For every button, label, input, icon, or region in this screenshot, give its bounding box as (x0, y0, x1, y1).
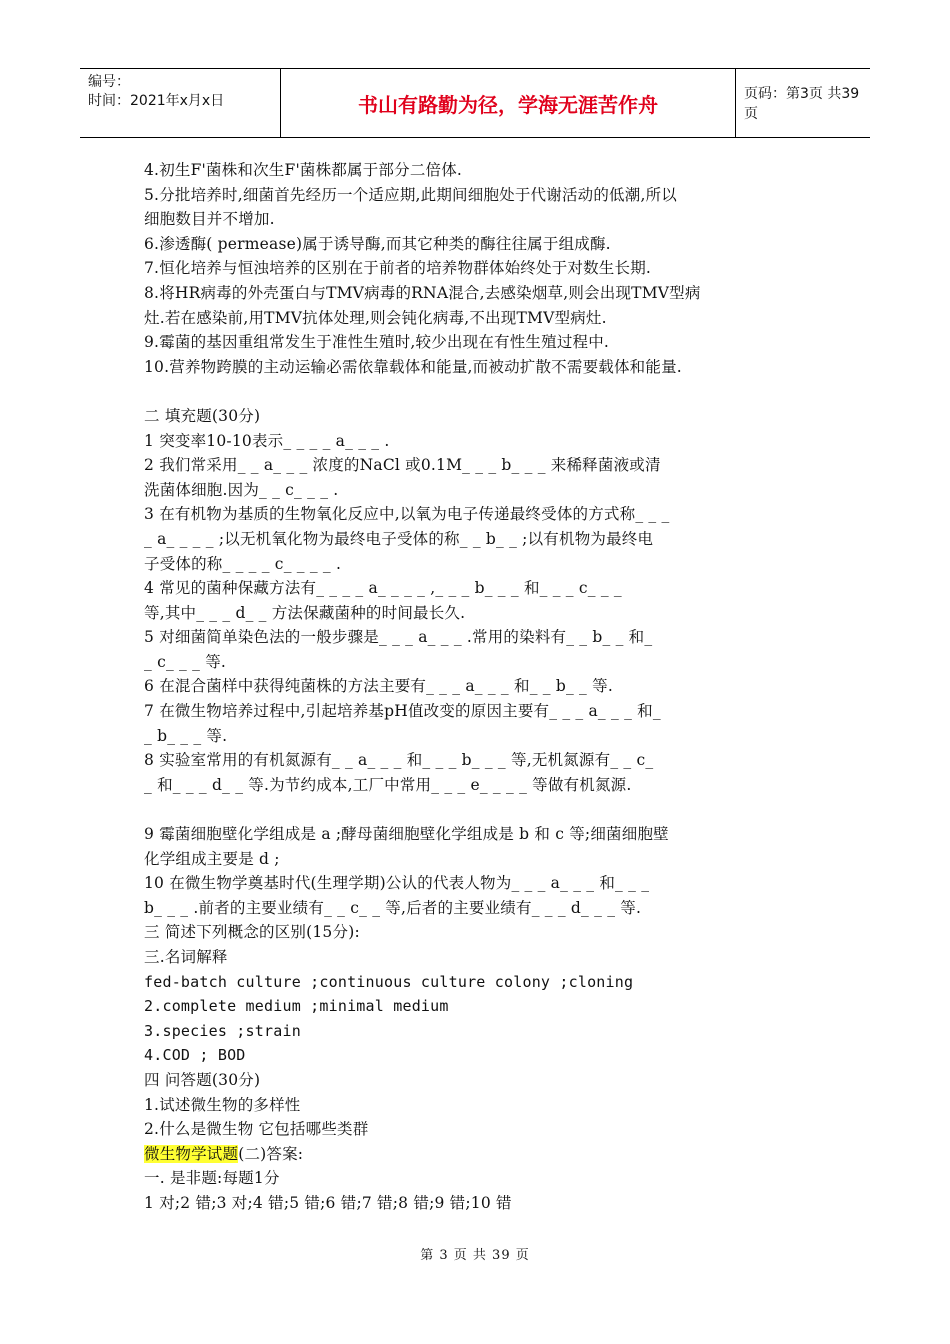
text-line: fed-batch culture ;continuous culture colony ;cloning (144, 972, 634, 991)
text-line: 2 我们常采用_ _ a_ _ _ 浓度的NaCl 或0.1M_ _ _ b_ _ _ 来稀释菌液或清 (144, 456, 661, 475)
text-line: 7 在微生物培养过程中,引起培养基pH值改变的原因主要有_ _ _ a_ _ _ 和_ (144, 702, 661, 721)
text-line: 10.营养物跨膜的主动运输必需依靠载体和能量,而被动扩散不需要载体和能量. (144, 357, 682, 376)
text-line: _ b_ _ _ 等. (144, 726, 228, 745)
document-body (144, 158, 814, 1216)
text-line: b_ _ _ .前者的主要业绩有_ _ c_ _ 等,后者的主要业绩有_ _ _ d_ _ _ 等. (144, 898, 642, 917)
text-line: 8 实验室常用的有机氮源有_ _ a_ _ _ 和_ _ _ b_ _ _ 等,无机氮源有_ _ c_ (144, 751, 654, 770)
text-line: 4 常见的菌种保藏方法有_ _ _ _ a_ _ _ _ ,_ _ _ b_ _ _ 和_ _ _ c_ _ _ (144, 579, 622, 598)
text-line: 6 在混合菌样中获得纯菌株的方法主要有_ _ _ a_ _ _ 和_ _ b_ _ 等. (144, 677, 613, 696)
blank-line (144, 797, 814, 822)
text-line: 4.COD ; BOD (144, 1046, 246, 1065)
text-line: 化学组成主要是 d ; (144, 849, 280, 868)
section-heading: 二 填充题(30分) (144, 406, 261, 425)
text-line: 子受体的称_ _ _ _ c_ _ _ _ . (144, 554, 342, 573)
text-line: 细胞数目并不增加. (144, 210, 275, 229)
section-heading: 四 问答题(30分) (144, 1070, 261, 1089)
code-label: 编号： (88, 74, 130, 90)
text-line: 9.霉菌的基因重组常发生于准性生殖时,较少出现在有性生殖过程中. (144, 333, 610, 352)
time-label: 时间：2021年x月x日 (88, 93, 225, 109)
text-line: 等,其中_ _ _ d_ _ 方法保藏菌种的时间最长久. (144, 603, 466, 622)
text-line: 6.渗透酶( permease)属于诱导酶,而其它种类的酶往往属于组成酶. (144, 234, 611, 253)
text-line: _ 和_ _ _ d_ _ 等.为节约成本,工厂中常用_ _ _ e_ _ _ _ 等做有机氮源. (144, 775, 632, 794)
page-header (80, 68, 870, 138)
text-line: 10 在微生物学奠基时代(生理学期)公认的代表人物为_ _ _ a_ _ _ 和_ _ _ (144, 874, 650, 893)
text-line: 1 突变率10-10表示_ _ _ _ a_ _ _ . (144, 431, 390, 450)
text-line: 3.species ;strain (144, 1021, 301, 1040)
blank-line (144, 379, 814, 404)
text-line: 2.什么是微生物 它包括哪些类群 (144, 1120, 369, 1139)
section-heading: 三 简述下列概念的区别(15分): (144, 923, 360, 942)
text-line: 洗菌体细胞.因为_ _ c_ _ _ . (144, 480, 339, 499)
text-line: 8.将HR病毒的外壳蛋白与TMV病毒的RNA混合,去感染烟草,则会出现TMV型病 (144, 283, 701, 302)
text-line: 2.complete medium ;minimal medium (144, 997, 449, 1016)
text-line: 7.恒化培养与恒浊培养的区别在于前者的培养物群体始终处于对数生长期. (144, 259, 652, 278)
answer-title-rest: (二)答案: (238, 1144, 304, 1163)
text-line: _ a_ _ _ _ ;以无机氧化物为最终电子受体的称_ _ b_ _ ;以有机物为最终电 (144, 529, 654, 548)
page-footer: 第 3 页 共 39 页 (420, 1248, 530, 1263)
header-motto: 书山有路勤为径，学海无涯苦作舟 (280, 69, 736, 137)
text-line: 灶.若在感染前,用TMV抗体处理,则会钝化病毒,不出现TMV型病灶. (144, 308, 607, 327)
header-page-number: 页码：第3页 共39页 (744, 86, 860, 122)
text-line: 1.试述微生物的多样性 (144, 1095, 301, 1114)
text-line: 9 霉菌细胞壁化学组成是 a ;酵母菌细胞壁化学组成是 b 和 c 等;细菌细胞壁 (144, 825, 669, 844)
answer-title (144, 1142, 814, 1167)
text-line: 3 在有机物为基质的生物氧化反应中,以氧为电子传递最终受体的方式称_ _ _ (144, 505, 670, 524)
text-line: 三.名词解释 (144, 948, 228, 966)
text-line: 4.初生F'菌株和次生F'菌株都属于部分二倍体. (144, 161, 463, 179)
answer-line: 1 对;2 错;3 对;4 错;5 错;6 错;7 错;8 错;9 错;10 错 (144, 1193, 512, 1212)
header-meta (80, 69, 280, 137)
text-line: 5 对细菌简单染色法的一般步骤是_ _ _ a_ _ _ .常用的染料有_ _ b_ _ 和_ (144, 628, 653, 647)
answer-title-highlight: 微生物学试题 (144, 1144, 239, 1163)
text-line: 5.分批培养时,细菌首先经历一个适应期,此期间细胞处于代谢活动的低潮,所以 (144, 185, 677, 204)
text-line: _ c_ _ _ 等. (144, 652, 227, 671)
answer-line: 一. 是非题:每题1分 (144, 1169, 280, 1188)
